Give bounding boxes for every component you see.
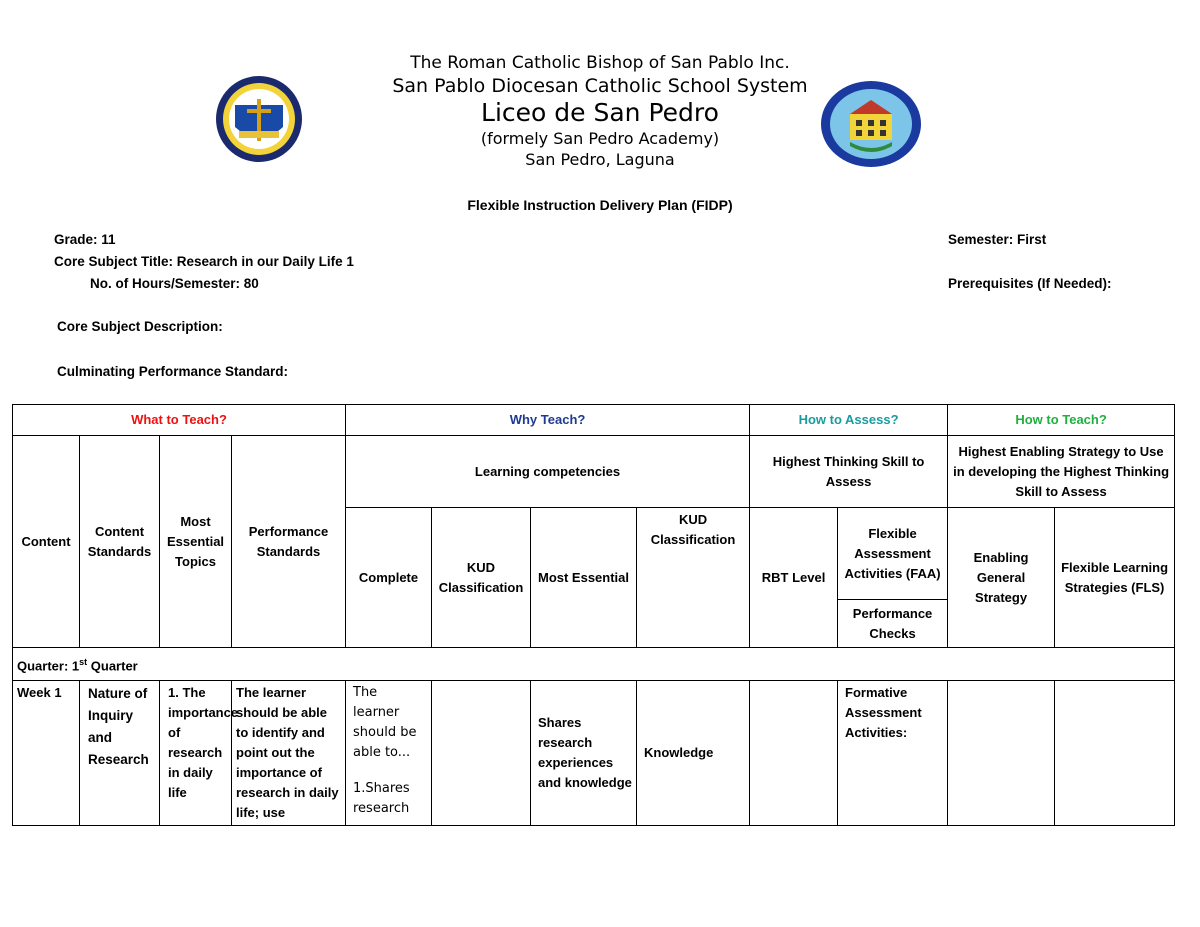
rbt-level-header: RBT Level bbox=[750, 508, 838, 648]
complete-cell-item: 1.Shares research bbox=[353, 781, 410, 816]
diocesan-seal-icon bbox=[215, 75, 303, 163]
complete-header: Complete bbox=[346, 508, 432, 648]
rbt-level-cell bbox=[750, 681, 838, 826]
subject-title: Core Subject Title: Research in our Daily Life 1 bbox=[54, 254, 354, 269]
why-teach-header: Why Teach? bbox=[346, 405, 750, 436]
week-cell: Week 1 bbox=[13, 681, 80, 826]
content-header: Content bbox=[13, 436, 80, 648]
complete-cell-text: The learner should be able to... bbox=[353, 685, 417, 760]
how-to-assess-header: How to Assess? bbox=[750, 405, 948, 436]
quarter-ordinal: st bbox=[79, 656, 88, 667]
how-to-teach-header: How to Teach? bbox=[948, 405, 1175, 436]
letterhead bbox=[0, 52, 1200, 170]
highest-thinking-skill-header: Highest Thinking Skill to Assess bbox=[750, 436, 948, 508]
content-standards-header: Content Standards bbox=[80, 436, 160, 648]
school-seal-icon bbox=[820, 80, 922, 168]
kud-classification-header-2: KUD Classification bbox=[637, 508, 750, 648]
semester-label: Semester: First bbox=[948, 232, 1047, 247]
kud-classification-header: KUD Classification bbox=[432, 508, 531, 648]
faa-cell: Formative Assessment Activities: bbox=[838, 681, 948, 826]
enabling-strategy-cell bbox=[948, 681, 1055, 826]
quarter-row bbox=[13, 648, 1175, 681]
performance-checks-header: Performance Checks bbox=[838, 600, 948, 648]
hours-label: No. of Hours/Semester: 80 bbox=[90, 276, 259, 291]
school-system-line: San Pablo Diocesan Catholic School System bbox=[392, 75, 808, 97]
faa-header: Flexible Assessment Activities (FAA) bbox=[838, 508, 948, 600]
most-essential-header: Most Essential bbox=[531, 508, 637, 648]
former-name: (formely San Pedro Academy) bbox=[480, 129, 720, 148]
kud-classification-cell: Knowledge bbox=[637, 681, 750, 826]
school-location: San Pedro, Laguna bbox=[525, 150, 675, 169]
performance-standard-cell: The learner should be able to identify and point out the importance of research in daily life; use bbox=[232, 681, 346, 826]
subject-description-label: Core Subject Description: bbox=[57, 319, 223, 334]
enabling-general-strategy-header: Enabling General Strategy bbox=[948, 508, 1055, 648]
plan-title: Flexible Instruction Delivery Plan (FIDP) bbox=[467, 197, 733, 213]
fidp-table bbox=[12, 404, 1175, 826]
highest-enabling-strategy-header: Highest Enabling Strategy to Use in developing the Highest Thinking Skill to Assess bbox=[948, 436, 1175, 508]
quarter-label: Quarter: 1 bbox=[17, 658, 80, 674]
kud-cell bbox=[432, 681, 531, 826]
fls-cell bbox=[1055, 681, 1175, 826]
diocese-line: The Roman Catholic Bishop of San Pablo Inc. bbox=[410, 53, 790, 73]
what-to-teach-header: What to Teach? bbox=[13, 405, 346, 436]
fls-header: Flexible Learning Strategies (FLS) bbox=[1055, 508, 1175, 648]
learning-competencies-header: Learning competencies bbox=[346, 436, 750, 508]
prerequisites-label: Prerequisites (If Needed): bbox=[948, 276, 1112, 291]
most-essential-topics-header: Most Essential Topics bbox=[160, 436, 232, 648]
content-cell: Nature of Inquiry and Research bbox=[80, 681, 160, 826]
grade-label: Grade: 11 bbox=[54, 232, 116, 247]
most-essential-cell: Shares research experiences and knowledge bbox=[531, 681, 637, 826]
culminating-standard-label: Culminating Performance Standard: bbox=[57, 364, 289, 379]
performance-standards-header: Performance Standards bbox=[232, 436, 346, 648]
school-name: Liceo de San Pedro bbox=[481, 98, 719, 127]
quarter-suffix: Quarter bbox=[87, 658, 138, 674]
complete-cell bbox=[346, 681, 432, 826]
topic-cell: 1. The importance of research in daily life bbox=[160, 681, 232, 826]
